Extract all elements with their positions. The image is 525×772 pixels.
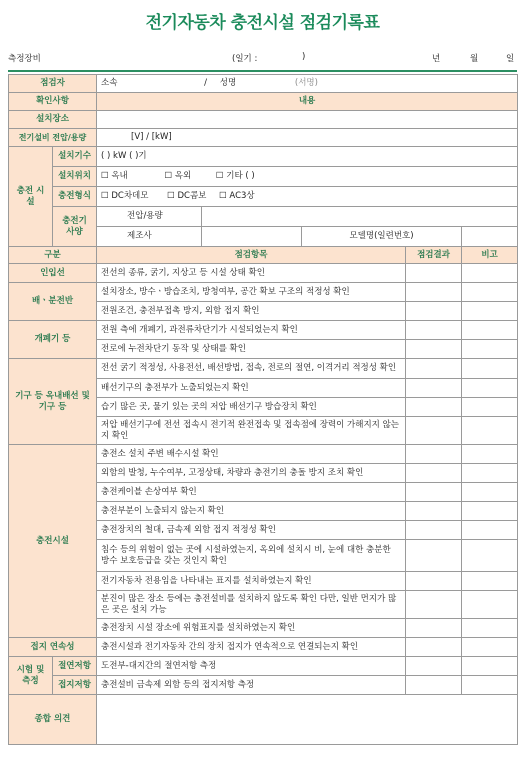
check-item: 습기 많은 곳, 물기 있는 곳의 저압 배선기구 방습장치 확인 — [97, 398, 406, 417]
check-item: 충전설비 금속제 외함 등의 접지저항 측정 — [97, 676, 406, 695]
table-row — [9, 445, 518, 464]
test-name: 절연저항 — [53, 657, 97, 676]
maker-label: 제조사 — [97, 227, 202, 247]
check-item: 외함의 발청, 누수여부, 고정상태, 차량과 충전기의 충돌 방지 조치 확인 — [97, 464, 406, 483]
result-header: 점검결과 — [406, 247, 462, 264]
position-options — [97, 167, 518, 187]
model-label: 모델명(일련번호) — [302, 227, 462, 247]
header-divider — [8, 70, 517, 72]
check-item: 충전장치의 철대, 금속제 외함 접지 적정성 확인 — [97, 521, 406, 540]
test-label: 시험 및 측정 — [9, 657, 53, 695]
weather-close: ) — [302, 52, 306, 62]
result-cell[interactable] — [406, 572, 462, 591]
power-label: 전기설비 전압/용량 — [9, 129, 97, 147]
position-label: 설치위치 — [53, 167, 97, 187]
result-cell[interactable] — [406, 398, 462, 417]
result-cell[interactable] — [406, 521, 462, 540]
inspection-table — [8, 74, 518, 745]
power-field[interactable]: [V] / [kW] — [97, 129, 518, 147]
remark-cell[interactable] — [462, 445, 518, 464]
table-row — [9, 264, 518, 283]
group-label: 충전시설 — [9, 445, 97, 638]
remark-cell[interactable] — [462, 359, 518, 379]
result-cell[interactable] — [406, 591, 462, 619]
result-cell[interactable] — [406, 638, 462, 657]
check-item: 충전케이블 손상여부 확인 — [97, 483, 406, 502]
day-label: 일 — [506, 54, 515, 64]
result-cell[interactable] — [406, 657, 462, 676]
weather-label: (일기 : — [232, 54, 258, 64]
name-label: 성명 — [219, 78, 237, 89]
check-item: 충전부분이 노출되지 않는지 확인 — [97, 502, 406, 521]
table-row — [9, 321, 518, 340]
result-cell[interactable] — [406, 676, 462, 695]
test-name: 접지저항 — [53, 676, 97, 695]
check-item: 전원 측에 개폐기, 과전류차단기가 시설되었는지 확인 — [97, 321, 406, 340]
indoor-checkbox[interactable]: ☐ 옥내 — [101, 171, 128, 182]
remark-cell[interactable] — [462, 379, 518, 398]
inspector-label: 점검자 — [9, 75, 97, 93]
result-cell[interactable] — [406, 619, 462, 638]
check-item: 전기자동차 전용임을 나타내는 표지를 설치하였는지 확인 — [97, 572, 406, 591]
units-label: 설치기수 — [53, 147, 97, 167]
result-cell[interactable] — [406, 302, 462, 321]
remark-cell[interactable] — [462, 502, 518, 521]
result-cell[interactable] — [406, 445, 462, 464]
affiliation-label: 소속 — [101, 78, 118, 89]
units-field[interactable]: ( ) kW ( )기 — [97, 147, 518, 167]
check-item: 전로에 누전차단기 동작 및 상태를 확인 — [97, 340, 406, 359]
remark-cell[interactable] — [462, 283, 518, 302]
remark-cell[interactable] — [462, 464, 518, 483]
check-item: 충전소 설치 주변 배수시설 확인 — [97, 445, 406, 464]
result-cell[interactable] — [406, 340, 462, 359]
opinion-row — [9, 695, 518, 745]
remark-cell[interactable] — [462, 638, 518, 657]
check-item: 침수 등의 위험이 없는 곳에 시설하였는지, 옥외에 설치시 비, 눈에 대한 충분한 방수 보호등급을 갖는 것인지 확인 — [97, 540, 406, 572]
location-field[interactable] — [97, 111, 518, 129]
result-cell[interactable] — [406, 379, 462, 398]
month-label: 월 — [470, 54, 479, 64]
check-item: 전선 굵기 적정성, 사용전선, 배선방법, 접속, 전로의 절연, 이격거리 적정성 확인 — [97, 359, 406, 379]
remark-cell[interactable] — [462, 591, 518, 619]
remark-cell[interactable] — [462, 676, 518, 695]
table-row — [9, 359, 518, 379]
remark-header: 비고 — [462, 247, 518, 264]
remark-cell[interactable] — [462, 657, 518, 676]
remark-cell[interactable] — [462, 302, 518, 321]
remark-cell[interactable] — [462, 264, 518, 283]
voltage-label: 전압/용량 — [97, 207, 202, 227]
type-label: 충전형식 — [53, 187, 97, 207]
slash: / — [204, 78, 208, 89]
opinion-field[interactable] — [97, 695, 518, 745]
meta-row — [8, 52, 520, 68]
ac3-checkbox[interactable]: ☐ AC3상 — [219, 191, 255, 202]
category-header: 구분 — [9, 247, 97, 264]
sign-label: (서명) — [294, 78, 318, 89]
result-cell[interactable] — [406, 502, 462, 521]
group-label: 배ㆍ분전반 — [9, 283, 97, 321]
remark-cell[interactable] — [462, 340, 518, 359]
table-row — [9, 676, 518, 695]
group-label: 개폐기 등 — [9, 321, 97, 359]
maker-field[interactable] — [202, 227, 302, 247]
items-header: 점검항목 — [97, 247, 406, 264]
check-item: 충전장치 시설 장소에 위험표지를 설치하였는지 확인 — [97, 619, 406, 638]
other-checkbox[interactable]: ☐ 기타 ( ) — [215, 171, 255, 182]
check-item: 전원조건, 충전부접촉 방지, 외함 접지 확인 — [97, 302, 406, 321]
type-options — [97, 187, 518, 207]
year-label: 년 — [432, 54, 441, 64]
result-cell[interactable] — [406, 283, 462, 302]
model-field[interactable] — [462, 227, 518, 247]
opinion-label: 종합 의견 — [9, 695, 97, 745]
check-item: 도전부-대지간의 절연저항 측정 — [97, 657, 406, 676]
remark-cell[interactable] — [462, 398, 518, 417]
group-label: 접지 연속성 — [9, 638, 97, 657]
chademo-checkbox[interactable]: ☐ DC차데모 — [101, 191, 149, 202]
check-item: 배선기구의 충전부가 노출되었는지 확인 — [97, 379, 406, 398]
group-label: 기구 등 옥내배선 및 기구 등 — [9, 359, 97, 445]
confirm-label: 확인사항 — [9, 93, 97, 111]
remark-cell[interactable] — [462, 483, 518, 502]
content-header: 내용 — [97, 93, 518, 111]
result-cell[interactable] — [406, 464, 462, 483]
equipment-label: 측정장비 — [8, 54, 41, 64]
check-item: 설치장소, 방수ㆍ방습조치, 방청여부, 공간 확보 구조의 적정성 확인 — [97, 283, 406, 302]
charge-section-label: 충전 시설 — [9, 147, 53, 247]
remark-cell[interactable] — [462, 572, 518, 591]
result-cell[interactable] — [406, 417, 462, 445]
check-item: 분진이 많은 장소 등에는 충전설비를 설치하지 않도록 확인 다만, 일반 먼지가 많은 곳은 설치 가능 — [97, 591, 406, 619]
remark-cell[interactable] — [462, 321, 518, 340]
table-row — [9, 283, 518, 302]
check-item: 충전시설과 전기자동차 간의 장치 접지가 연속적으로 연결되는지 확인 — [97, 638, 406, 657]
result-cell[interactable] — [406, 264, 462, 283]
result-cell[interactable] — [406, 483, 462, 502]
check-item: 저압 배선기구에 전선 접속시 전기적 완전접속 및 접속점에 장력이 가해지지 않는지 확인 — [97, 417, 406, 445]
result-cell[interactable] — [406, 359, 462, 379]
outdoor-checkbox[interactable]: ☐ 옥외 — [164, 171, 192, 182]
spec-label: 충전기 사양 — [53, 207, 97, 247]
result-cell[interactable] — [406, 321, 462, 340]
remark-cell[interactable] — [462, 540, 518, 572]
remark-cell[interactable] — [462, 521, 518, 540]
table-row — [9, 657, 518, 676]
combo-checkbox[interactable]: ☐ DC콤보 — [167, 191, 207, 202]
group-label: 인입선 — [9, 264, 97, 283]
result-cell[interactable] — [406, 540, 462, 572]
inspector-field[interactable] — [97, 75, 518, 93]
check-item: 전선의 종류, 굵기, 지상고 등 시설 상태 확인 — [97, 264, 406, 283]
remark-cell[interactable] — [462, 417, 518, 445]
table-row — [9, 638, 518, 657]
remark-cell[interactable] — [462, 619, 518, 638]
location-label: 설치장소 — [9, 111, 97, 129]
page-title: 전기자동차 충전시설 점검기록표 — [145, 13, 380, 33]
voltage-field[interactable] — [202, 207, 518, 227]
